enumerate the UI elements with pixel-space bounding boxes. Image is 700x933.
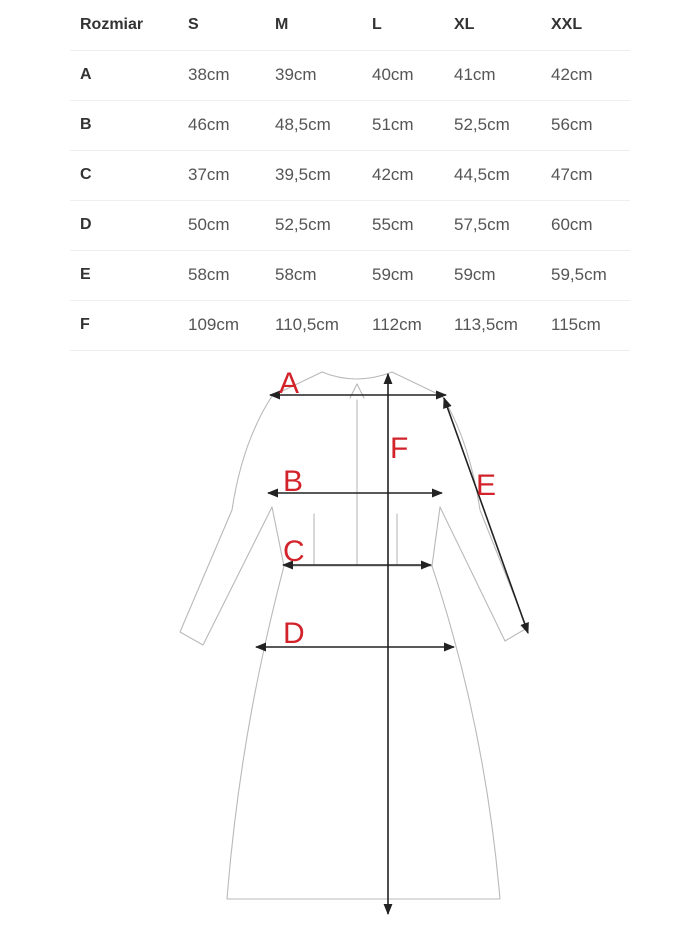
table-cell: 55cm <box>362 200 444 250</box>
label-e: E <box>476 469 497 502</box>
label-b: B <box>283 465 304 498</box>
skirt <box>227 566 500 899</box>
table-row-a <box>70 50 630 100</box>
header-l: L <box>362 0 444 50</box>
row-label: A <box>70 50 178 100</box>
header-s: S <box>178 0 265 50</box>
dress-outline <box>180 372 527 899</box>
table-cell: 59cm <box>444 250 541 300</box>
table-row-f <box>70 300 630 350</box>
header-size-label: Rozmiar <box>70 0 178 50</box>
table-row-e <box>70 250 630 300</box>
table-cell: 42cm <box>362 150 444 200</box>
table-cell: 39,5cm <box>265 150 362 200</box>
row-label: B <box>70 100 178 150</box>
table-cell: 38cm <box>178 50 265 100</box>
table-cell: 51cm <box>362 100 444 150</box>
table-cell: 59,5cm <box>541 250 630 300</box>
table-cell: 115cm <box>541 300 630 350</box>
table-cell: 58cm <box>178 250 265 300</box>
table-cell: 41cm <box>444 50 541 100</box>
table-cell: 60cm <box>541 200 630 250</box>
header-m: M <box>265 0 362 50</box>
table-cell: 59cm <box>362 250 444 300</box>
table-cell: 42cm <box>541 50 630 100</box>
table-cell: 37cm <box>178 150 265 200</box>
table-cell: 113,5cm <box>444 300 541 350</box>
table-header-row <box>70 0 630 50</box>
label-a: A <box>279 367 300 400</box>
measure-line-e <box>444 398 528 633</box>
front-slit <box>350 384 364 398</box>
label-d: D <box>283 617 305 650</box>
table-cell: 109cm <box>178 300 265 350</box>
table-cell: 52,5cm <box>444 100 541 150</box>
table-cell: 39cm <box>265 50 362 100</box>
bodice-right-side <box>432 507 440 566</box>
right-sleeve <box>440 396 527 641</box>
header-xxl: XXL <box>541 0 630 50</box>
table-row-d <box>70 200 630 250</box>
label-c: C <box>283 535 305 568</box>
table-cell: 56cm <box>541 100 630 150</box>
table-cell: 110,5cm <box>265 300 362 350</box>
table-cell: 40cm <box>362 50 444 100</box>
left-sleeve <box>180 396 272 645</box>
size-table <box>70 0 630 351</box>
header-xl: XL <box>444 0 541 50</box>
table-row-c <box>70 150 630 200</box>
table-cell: 52,5cm <box>265 200 362 250</box>
row-label: E <box>70 250 178 300</box>
table-cell: 48,5cm <box>265 100 362 150</box>
table-cell: 112cm <box>362 300 444 350</box>
label-f: F <box>390 432 409 465</box>
table-cell: 58cm <box>265 250 362 300</box>
neckline <box>322 372 392 379</box>
row-label: C <box>70 150 178 200</box>
right-shoulder <box>392 372 442 396</box>
dress-measurement-diagram <box>0 350 700 933</box>
row-label: D <box>70 200 178 250</box>
table-cell: 57,5cm <box>444 200 541 250</box>
table-cell: 47cm <box>541 150 630 200</box>
row-label: F <box>70 300 178 350</box>
table-row-b <box>70 100 630 150</box>
table-cell: 44,5cm <box>444 150 541 200</box>
table-cell: 46cm <box>178 100 265 150</box>
table-cell: 50cm <box>178 200 265 250</box>
